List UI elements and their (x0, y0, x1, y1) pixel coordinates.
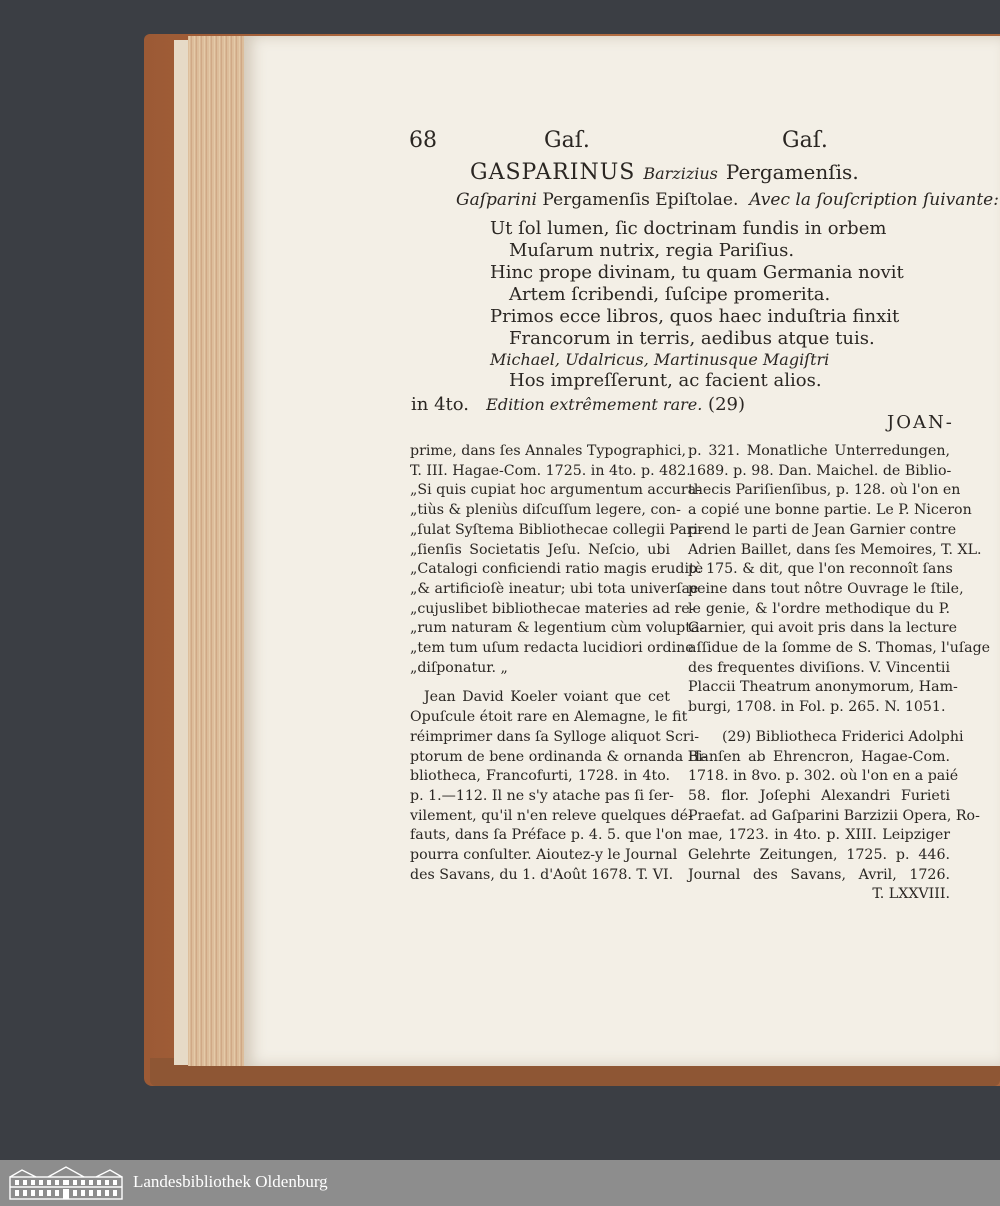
text-line: des frequentes diviſions. V. Vincentii (688, 659, 950, 676)
page-edges (188, 36, 246, 1066)
text-line: „ſienſis Societatis Jeſu. Neſcio, ubi (410, 541, 670, 558)
subtitle-rest: Pergamenſis Epiſtolae. (536, 190, 739, 210)
text-line: fauts, dans ſa Préface p. 4. 5. que l'on (410, 827, 683, 844)
text-line: Adrien Baillet, dans ſes Memoires, T. XL. (688, 541, 982, 558)
imprint-footnote-ref: (29) (708, 394, 745, 415)
text-line: T. III. Hagae-Com. 1725. in 4to. p. 482. (410, 462, 691, 479)
catchword-right: T. LXXVIII. (872, 886, 950, 903)
text-line: „tem tum uſum redacta lucidiori ordine (410, 640, 694, 657)
text-line: (29) Bibliotheca Friderici Adolphi (722, 728, 964, 745)
entry-title-place: Pergamenſis. (725, 160, 859, 184)
text-line: „Si quis cupiat hoc argumentum accura- (410, 482, 701, 499)
footnote-column-right (688, 442, 991, 905)
text-line: prime, dans ſes Annales Typographici, (410, 443, 687, 459)
text-line: pourra conſulter. Aioutez-y le Journal (410, 847, 678, 864)
text-line: ptorum de bene ordinanda & ornanda Bi- (410, 748, 708, 765)
text-line: „ſulat Syſtema Bibliothecae collegii Pari- (410, 521, 703, 538)
verse-line: Artem ſcribendi, ſuſcipe promerita. (509, 284, 831, 305)
verse-line: Michael, Udalricus, Martinusque Magiſtri (490, 350, 830, 369)
text-line: bliotheca, Francofurti, 1728. in 4to. (410, 768, 670, 785)
catchword: JOAN- (887, 412, 954, 433)
running-header-center: Gaſ. (544, 128, 590, 153)
text-line: 58. flor. Joſephi Alexandri Furieti (688, 787, 950, 804)
imprint-note: Edition extrêmement rare. (486, 395, 703, 414)
verse-line: Hos impreſſerunt, ac facient alios. (509, 370, 822, 391)
text-line: p. 321. Monatliche Unterredungen, (688, 443, 950, 459)
text-line: le genie, & l'ordre methodique du P. (688, 600, 950, 617)
running-header-right: Gaſ. (782, 128, 828, 153)
paragraph-gap (688, 718, 950, 728)
library-footer (0, 1160, 1000, 1206)
text-line: Hanſen ab Ehrencron, Hagae-Com. (688, 748, 950, 765)
verse-line: Primos ecce libros, quos haec induſtria finxit (490, 306, 900, 327)
text-line: Journal des Savans, Avril, 1726. (688, 866, 950, 883)
text-line: „rum naturam & legentium cùm volupta- (410, 620, 705, 637)
text-line: aſſidue de la ſomme de S. Thomas, l'uſage (688, 640, 991, 657)
text-line: „cujuslibet bibliothecae materies ad re- (410, 600, 695, 617)
text-line: „tiùs & pleniùs diſcuſſum legere, con- (410, 502, 681, 519)
text-line: „& artificioſè ineatur; ubi tota univerſae (410, 580, 699, 597)
text-line: „Catalogi conficiendi ratio magis eruditè (410, 561, 704, 578)
library-name[interactable]: Landesbibliothek Oldenburg (133, 1172, 328, 1191)
text-line: Placcii Theatrum anonymorum, Ham- (688, 679, 958, 696)
text-line: 1718. in 8vo. p. 302. où l'on en a paié (688, 768, 959, 785)
imprint-line (411, 394, 745, 415)
text-line: Garnier, qui avoit pris dans la lecture (688, 620, 957, 637)
footnote-column-left (410, 442, 708, 885)
text-line: Gelehrte Zeitungen, 1725. p. 446. (688, 847, 950, 864)
text-line: 1689. p. 98. Dan. Maichel. de Biblio- (688, 462, 952, 479)
text-line: Opuſcule étoit rare en Alemagne, le fit (410, 709, 688, 726)
verse-line: Ut ſol lumen, ſic doctrinam fundis in orbem (490, 218, 887, 239)
imprint-format: in 4to. (411, 394, 469, 415)
text-line: Jean David Koeler voiant que cet (424, 689, 670, 706)
text-line: mae, 1723. in 4to. p. XIII. Leipziger (688, 827, 950, 844)
text-line: p. 1.—112. Il ne s'y atache pas ſi ſer- (410, 787, 674, 804)
text-line: Praefat. ad Gaſparini Barzizii Opera, Ro- (688, 807, 980, 824)
text-line: thecis Pariſienſibus, p. 128. où l'on en (688, 482, 961, 499)
subtitle-italic-name: Gaſparini (456, 190, 537, 210)
text-line: des Savans, du 1. d'Août 1678. T. VI. (410, 866, 674, 883)
text-line: peine dans tout nôtre Ouvrage le ſtile, (688, 580, 964, 597)
text-line: vilement, qu'il n'en releve quelques dé- (410, 807, 693, 824)
page-number: 68 (409, 128, 437, 153)
verse-line: Francorum in terris, aedibus atque tuis. (509, 328, 875, 349)
text-line: „diſponatur. „ (410, 659, 508, 676)
text-line: burgi, 1708. in Fol. p. 265. N. 1051. (688, 699, 946, 716)
text-line: réimprimer dans ſa Sylloge aliquot Scri- (410, 728, 700, 745)
library-building-icon[interactable] (8, 1165, 124, 1201)
text-line: a copié une bonne partie. Le P. Niceron (688, 502, 972, 519)
verse-line: Muſarum nutrix, regia Pariſius. (509, 240, 795, 261)
paragraph-gap (410, 678, 670, 688)
entry-subtitle (456, 190, 999, 210)
entry-title (470, 160, 859, 185)
verse-line: Hinc prope divinam, tu quam Germania novit (490, 262, 904, 283)
entry-title-italic: Barzizius (643, 164, 718, 183)
subtitle-note: Avec la ſouſcription ſuivante: (749, 190, 999, 210)
text-line: p. 175. & dit, que l'on reconnoît ſans (688, 561, 953, 578)
entry-title-caps: GASPARINUS (470, 160, 636, 185)
text-line: prend le parti de Jean Garnier contre (688, 521, 957, 538)
